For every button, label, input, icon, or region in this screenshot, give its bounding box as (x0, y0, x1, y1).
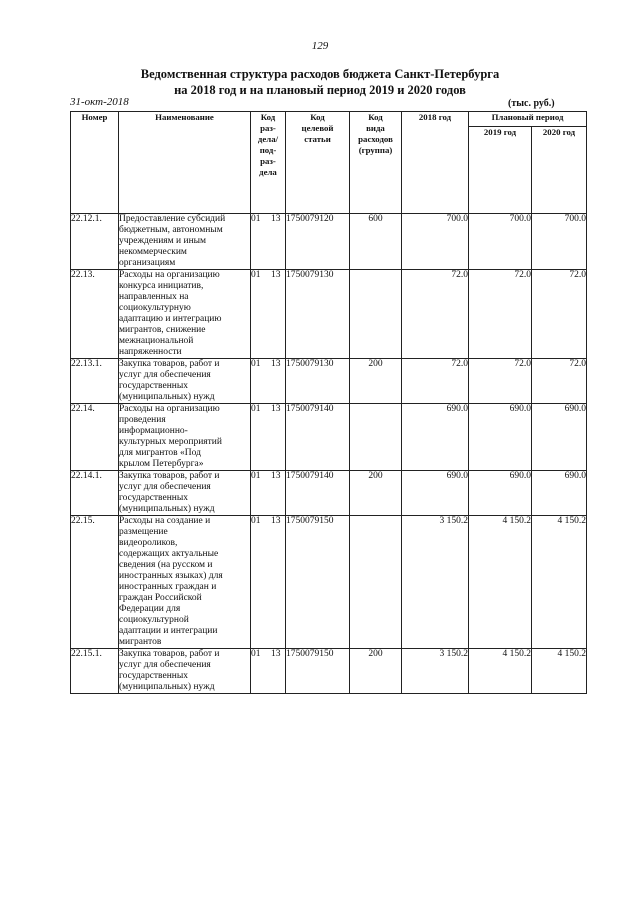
row-name-line: социокультурной (119, 615, 189, 625)
row-expense-type: 200 (350, 359, 402, 404)
row-section-code (251, 359, 286, 404)
header-target (286, 112, 350, 214)
header-expense-line: расходов (358, 134, 393, 144)
row-target-code: 1750079140 (286, 404, 350, 471)
document-date: 31-окт-2018 (70, 96, 129, 108)
row-expense-type (350, 270, 402, 359)
row-name-line: культурных мероприятий (119, 437, 222, 447)
row-target-code: 1750079130 (286, 270, 350, 359)
header-name: Наименование (119, 112, 251, 214)
header-row (71, 112, 587, 127)
row-amount-2019: 72.0 (469, 359, 532, 404)
header-expense-type (350, 112, 402, 214)
row-amount-2020: 4 150.2 (532, 649, 587, 694)
row-amount-2018: 3 150.2 (402, 516, 469, 649)
row-name-line: социокультурную (119, 303, 191, 313)
table-row (71, 471, 587, 516)
row-name (119, 404, 251, 471)
header-target-line: целевой (301, 123, 334, 133)
row-expense-type (350, 516, 402, 649)
row-name (119, 359, 251, 404)
header-2018: 2018 год (402, 112, 469, 214)
row-expense-type: 200 (350, 471, 402, 516)
row-name-line: содержащих актуальные (119, 549, 219, 559)
header-planned-period: Плановый период (469, 112, 587, 127)
row-section-code (251, 649, 286, 694)
header-section-line: дела (259, 167, 277, 177)
row-name-line: учреждениям и иным (119, 236, 207, 246)
row-expense-type (350, 404, 402, 471)
row-amount-2018: 72.0 (402, 270, 469, 359)
row-amount-2020: 690.0 (532, 404, 587, 471)
row-amount-2019: 700.0 (469, 214, 532, 270)
row-section-code (251, 471, 286, 516)
row-name-line: Расходы на организацию (119, 404, 220, 414)
row-number: 22.14.1. (71, 471, 119, 516)
title-line-2: на 2018 год и на плановый период 2019 и 2020 годов (174, 83, 466, 97)
row-name-line: услуг для обеспечения (119, 482, 211, 492)
row-amount-2019: 4 150.2 (469, 649, 532, 694)
row-name-line: Закупка товаров, работ и (119, 649, 220, 659)
row-razdel: 01 (251, 471, 261, 481)
row-podrazdel: 13 (271, 359, 281, 369)
row-name (119, 471, 251, 516)
row-name-line: видеороликов, (119, 538, 178, 548)
row-name (119, 649, 251, 694)
table-row (71, 270, 587, 359)
row-target-code: 1750079120 (286, 214, 350, 270)
row-name-line: государственных (119, 493, 189, 503)
header-section (251, 112, 286, 214)
row-amount-2019: 690.0 (469, 471, 532, 516)
row-name (119, 516, 251, 649)
row-amount-2018: 690.0 (402, 471, 469, 516)
row-podrazdel: 13 (271, 471, 281, 481)
row-number: 22.14. (71, 404, 119, 471)
row-name-line: некоммерческим (119, 247, 187, 257)
row-name-line: иностранных граждан и (119, 582, 217, 592)
row-amount-2020: 72.0 (532, 270, 587, 359)
row-target-code: 1750079150 (286, 649, 350, 694)
row-name-line: мигрантов, снижение (119, 325, 206, 335)
row-name-line: межнациональной (119, 336, 194, 346)
row-name-line: проведения (119, 415, 166, 425)
row-podrazdel: 13 (271, 270, 281, 280)
row-number: 22.12.1. (71, 214, 119, 270)
row-target-code: 1750079130 (286, 359, 350, 404)
row-name-line: адаптацию и интеграцию (119, 314, 222, 324)
row-podrazdel: 13 (271, 516, 281, 526)
row-amount-2018: 690.0 (402, 404, 469, 471)
table-row (71, 649, 587, 694)
row-name-line: услуг для обеспечения (119, 370, 211, 380)
row-name-line: крылом Петербурга» (119, 459, 204, 469)
table-row (71, 359, 587, 404)
header-expense-line: вида (366, 123, 385, 133)
row-number: 22.13. (71, 270, 119, 359)
header-expense-line: Код (368, 112, 383, 122)
row-name-line: Расходы на создание и (119, 516, 211, 526)
budget-table (70, 111, 587, 694)
table-row (71, 516, 587, 649)
row-name (119, 270, 251, 359)
row-amount-2018: 72.0 (402, 359, 469, 404)
row-name-line: бюджетным, автономным (119, 225, 223, 235)
header-number: Номер (71, 112, 119, 214)
row-name-line: услуг для обеспечения (119, 660, 211, 670)
table-row (71, 214, 587, 270)
row-number: 22.13.1. (71, 359, 119, 404)
row-name-line: государственных (119, 671, 189, 681)
row-razdel: 01 (251, 404, 261, 414)
table-row (71, 404, 587, 471)
row-name-line: Закупка товаров, работ и (119, 471, 220, 481)
row-razdel: 01 (251, 270, 261, 280)
row-razdel: 01 (251, 649, 261, 659)
row-amount-2019: 690.0 (469, 404, 532, 471)
row-name-line: иностранных языках) для (119, 571, 223, 581)
row-name-line: Федерации для (119, 604, 181, 614)
row-expense-type: 600 (350, 214, 402, 270)
document-title (0, 66, 640, 98)
row-razdel: 01 (251, 214, 261, 224)
row-amount-2020: 700.0 (532, 214, 587, 270)
row-name-line: организациям (119, 258, 176, 268)
row-amount-2019: 72.0 (469, 270, 532, 359)
row-name-line: для мигрантов «Под (119, 448, 201, 458)
row-name-line: адаптации и интеграции (119, 626, 218, 636)
header-section-line: Код (260, 112, 276, 122)
row-section-code (251, 404, 286, 471)
table-body (71, 214, 587, 694)
row-name-line: сведения (на русском и (119, 560, 213, 570)
row-name-line: мигрантов (119, 637, 162, 647)
row-number: 22.15. (71, 516, 119, 649)
header-target-line: статьи (304, 134, 331, 144)
row-name-line: граждан Российской (119, 593, 202, 603)
row-name-line: Предоставление субсидий (119, 214, 226, 224)
row-name-line: (муниципальных) нужд (119, 392, 215, 402)
header-section-line: раз- (260, 123, 276, 133)
row-name-line: конкурса инициатив, (119, 281, 204, 291)
title-line-1: Ведомственная структура расходов бюджета Санкт-Петербурга (140, 67, 500, 81)
row-number: 22.15.1. (71, 649, 119, 694)
row-section-code (251, 516, 286, 649)
row-section-code (251, 214, 286, 270)
row-expense-type: 200 (350, 649, 402, 694)
row-name-line: Закупка товаров, работ и (119, 359, 220, 369)
row-name-line: информационно- (119, 426, 188, 436)
row-name-line: государственных (119, 381, 189, 391)
row-name-line: (муниципальных) нужд (119, 504, 215, 514)
row-target-code: 1750079150 (286, 516, 350, 649)
units-label: (тыс. руб.) (508, 98, 555, 109)
page-number: 129 (311, 40, 329, 52)
row-razdel: 01 (251, 516, 261, 526)
row-amount-2020: 690.0 (532, 471, 587, 516)
header-section-line: под- (259, 145, 277, 155)
row-amount-2019: 4 150.2 (469, 516, 532, 649)
row-name-line: (муниципальных) нужд (119, 682, 215, 692)
header-expense-line: (группа) (358, 145, 393, 155)
row-razdel: 01 (251, 359, 261, 369)
row-name-line: напряженности (119, 347, 182, 357)
header-2019: 2019 год (469, 127, 532, 214)
row-amount-2018: 3 150.2 (402, 649, 469, 694)
row-podrazdel: 13 (271, 649, 281, 659)
row-amount-2020: 4 150.2 (532, 516, 587, 649)
row-podrazdel: 13 (271, 404, 281, 414)
row-podrazdel: 13 (271, 214, 281, 224)
row-name-line: направленных на (119, 292, 189, 302)
row-amount-2020: 72.0 (532, 359, 587, 404)
row-target-code: 1750079140 (286, 471, 350, 516)
row-section-code (251, 270, 286, 359)
row-name-line: размещение (119, 527, 168, 537)
row-name-line: Расходы на организацию (119, 270, 220, 280)
row-name (119, 214, 251, 270)
header-2020: 2020 год (532, 127, 587, 214)
header-section-line: дела/ (257, 134, 279, 144)
header-target-line: Код (310, 112, 325, 122)
header-section-line: раз- (260, 156, 276, 166)
row-amount-2018: 700.0 (402, 214, 469, 270)
